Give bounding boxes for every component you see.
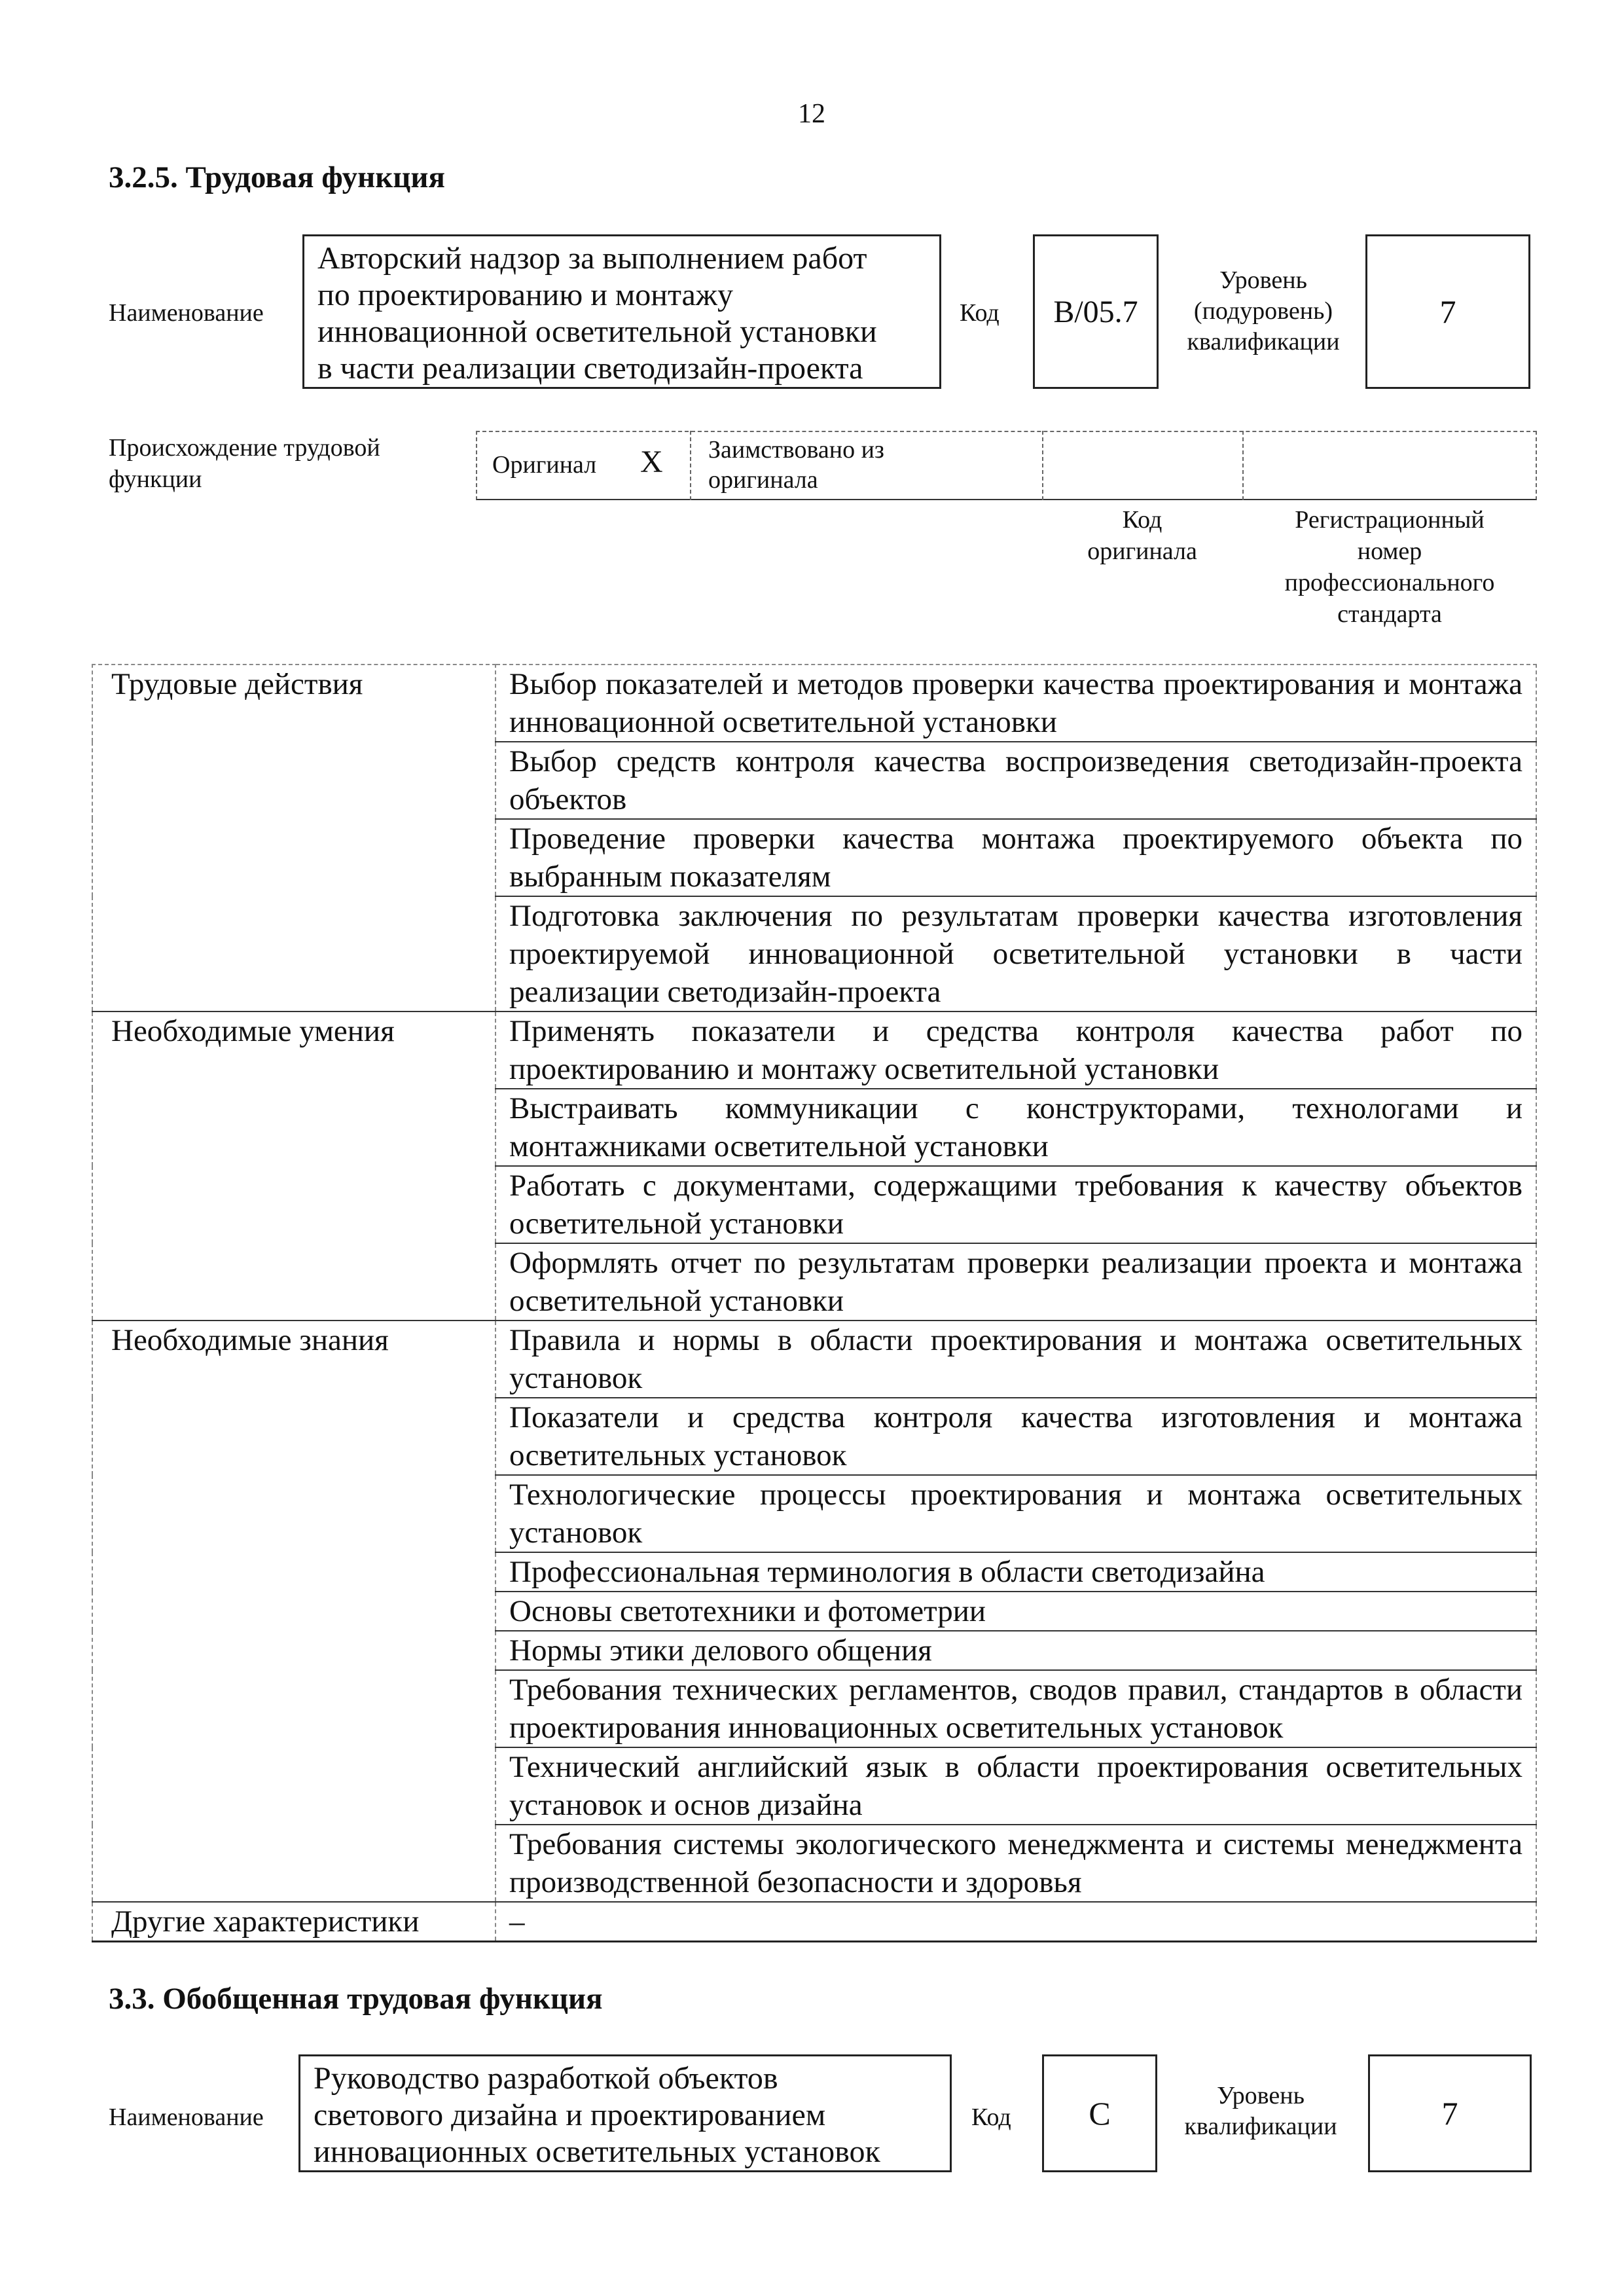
origin-row — [476, 431, 1537, 500]
labor-action-item: Выбор средств контроля качества воспроизведения светодизайн-проекта объектов — [496, 742, 1536, 819]
function-name-line: инновационных осветительных установок — [314, 2134, 880, 2169]
knowledge-item: Профессиональная терминология в области светодизайна — [496, 1552, 1536, 1592]
required-skills-label: Необходимые умения — [92, 1011, 496, 1089]
table-row — [92, 896, 1536, 1011]
borrowed-label-line: Заимствовано из — [708, 436, 884, 464]
function-name-line: Руководство разработкой объектов — [314, 2061, 778, 2096]
origin-divider — [690, 431, 691, 500]
reg-number-line: Регистрационный — [1295, 506, 1485, 534]
table-row — [92, 1902, 1536, 1942]
table-row — [92, 742, 1536, 819]
table-row — [92, 1243, 1536, 1321]
table-row — [92, 1321, 1536, 1398]
required-knowledge-label: Необходимые знания — [92, 1321, 496, 1398]
table-row — [92, 1592, 1536, 1631]
code-original-line: Код — [1122, 506, 1162, 534]
function-name-line: светового дизайна и проектированием — [314, 2098, 826, 2132]
table-row — [92, 819, 1536, 896]
labor-action-item: Выбор показателей и методов проверки качества проектирования и монтажа инновационной осветительной установки — [496, 665, 1536, 742]
code-label: Код — [960, 299, 1000, 327]
page-number: 12 — [798, 99, 825, 129]
level-label-line: (подуровень) — [1193, 297, 1333, 325]
code-value: B/05.7 — [1033, 234, 1159, 389]
function-name-box — [302, 234, 941, 389]
table-row — [92, 1825, 1536, 1902]
level-label-line: Уровень — [1217, 2082, 1305, 2109]
reg-number-line: профессионального — [1284, 569, 1495, 596]
level-label — [1165, 265, 1361, 357]
knowledge-item: Технический английский язык в области проектирования осветительных установок и основ дизайна — [496, 1747, 1536, 1825]
borrowed-label-line: оригинала — [708, 466, 818, 494]
knowledge-item: Показатели и средства контроля качества изготовления и монтажа осветительных установок — [496, 1398, 1536, 1475]
table-row — [92, 1670, 1536, 1747]
level-label-line: квалификации — [1184, 2113, 1337, 2140]
level-value: 7 — [1368, 2054, 1532, 2172]
generalized-function-name-box — [298, 2054, 952, 2172]
origin-divider — [1042, 431, 1043, 500]
knowledge-item: Нормы этики делового общения — [496, 1631, 1536, 1670]
section-title: 3.2.5. Трудовая функция — [109, 160, 445, 194]
reg-number-line: номер — [1357, 538, 1422, 565]
knowledge-item: Основы светотехники и фотометрии — [496, 1592, 1536, 1631]
level-label — [1162, 2081, 1359, 2142]
origin-divider — [1242, 431, 1244, 500]
knowledge-item: Правила и нормы в области проектирования и монтажа осветительных установок — [496, 1321, 1536, 1398]
function-name-line: инновационной осветительной установки — [317, 314, 877, 349]
original-mark: X — [640, 445, 663, 479]
table-row — [92, 1011, 1536, 1089]
section-title: 3.3. Обобщенная трудовая функция — [109, 1982, 603, 2016]
labor-action-item: Проведение проверки качества монтажа проектируемого объекта по выбранным показателям — [496, 819, 1536, 896]
name-label: Наименование — [109, 299, 264, 327]
code-original-caption — [1042, 504, 1242, 567]
knowledge-item: Требования системы экологического менеджмента и системы менеджмента производственной безопасности и здоровья — [496, 1825, 1536, 1902]
table-row — [92, 1398, 1536, 1475]
level-label-line: квалификации — [1187, 328, 1340, 355]
table-row — [92, 1166, 1536, 1243]
table-row — [92, 1747, 1536, 1825]
skill-item: Выстраивать коммуникации с конструкторами, технологами и монтажниками осветительной установки — [496, 1089, 1536, 1166]
code-label: Код — [971, 2104, 1011, 2131]
function-name-line: в части реализации светодизайн-проекта — [317, 351, 863, 386]
labor-actions-label: Трудовые действия — [92, 665, 496, 742]
code-value: C — [1042, 2054, 1157, 2172]
skill-item: Работать с документами, содержащими требования к качеству объектов осветительной установки — [496, 1166, 1536, 1243]
reg-number-line: стандарта — [1337, 600, 1442, 628]
origin-label — [109, 432, 380, 495]
function-name-line: Авторский надзор за выполнением работ — [317, 241, 867, 276]
level-value: 7 — [1365, 234, 1530, 389]
level-label-line: Уровень — [1219, 266, 1307, 294]
name-label: Наименование — [109, 2104, 264, 2131]
table-row — [92, 1552, 1536, 1592]
code-original-line: оригинала — [1087, 538, 1197, 565]
skill-item: Применять показатели и средства контроля качества работ по проектированию и монтажу осветительной установки — [496, 1011, 1536, 1089]
origin-label-line: Происхождение трудовой — [109, 434, 380, 462]
function-name-line: по проектированию и монтажу — [317, 278, 733, 312]
borrowed-label — [708, 435, 884, 495]
labor-function-table — [92, 664, 1537, 1942]
labor-action-item: Подготовка заключения по результатам проверки качества изготовления проектируемой инновационной осветительной установки в части реализации светодизайн-проекта — [496, 896, 1536, 1011]
reg-number-caption — [1242, 504, 1537, 630]
table-row — [92, 1089, 1536, 1166]
knowledge-item: Технологические процессы проектирования и монтажа осветительных установок — [496, 1475, 1536, 1552]
skill-item: Оформлять отчет по результатам проверки реализации проекта и монтажа осветительной установки — [496, 1243, 1536, 1321]
other-characteristics-label: Другие характеристики — [92, 1902, 496, 1942]
origin-label-line: функции — [109, 465, 202, 493]
original-label: Оригинал — [492, 451, 597, 479]
table-row — [92, 665, 1536, 742]
knowledge-item: Требования технических регламентов, сводов правил, стандартов в области проектирования инновационных осветительных установок — [496, 1670, 1536, 1747]
other-characteristics-value: – — [496, 1902, 1536, 1942]
table-row — [92, 1631, 1536, 1670]
table-row — [92, 1475, 1536, 1552]
